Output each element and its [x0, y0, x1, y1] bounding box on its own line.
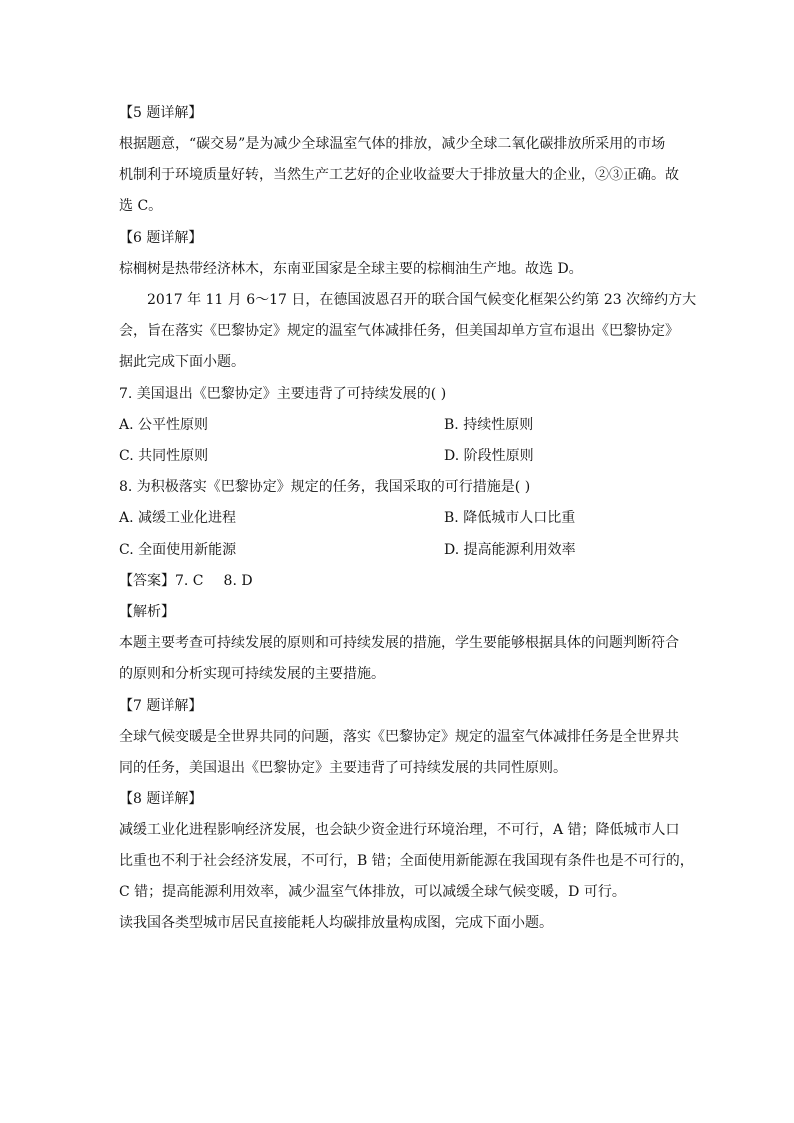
section-6-line-1: 棕榈树是热带经济林木，东南亚国家是全球主要的棕榈油生产地。故选 D。 — [119, 261, 583, 277]
section-7-line-1: 全球气候变暖是全世界共同的问题，落实《巴黎协定》规定的温室气体减排任务是全世界共 — [119, 729, 679, 745]
analysis-line-2: 的原则和分析实现可持续发展的主要措施。 — [119, 666, 385, 682]
question-8-option-a: A. 减缓工业化进程 — [119, 510, 237, 526]
section-7-heading: 【7 题详解】 — [119, 698, 203, 714]
section-5-line-2: 机制利于环境质量好转，当然生产工艺好的企业收益要大于排放量大的企业，②③正确。故 — [119, 167, 679, 183]
section-8-line-3: C 错；提高能源利用效率，减少温室气体排放，可以减缓全球气候变暖，D 可行。 — [119, 884, 626, 900]
answer-8: 8. D — [223, 573, 253, 589]
section-8-line-2: 比重也不利于社会经济发展，不可行，B 错；全面使用新能源在我国现有条件也是不可行的， — [119, 853, 694, 869]
question-8-option-d: D. 提高能源利用效率 — [444, 542, 576, 558]
section-7-line-2: 同的任务，美国退出《巴黎协定》主要违背了可持续发展的共同性原则。 — [119, 760, 567, 776]
question-7-option-d: D. 阶段性原则 — [444, 448, 534, 464]
section-8-line-1: 减缓工业化进程影响经济发展，也会缺少资金进行环境治理，不可行，A 错；降低城市人口 — [119, 822, 680, 838]
answer-7: 7. C — [175, 573, 204, 589]
section-5-line-1: 根据题意，“碳交易”是为减少全球温室气体的排放，减少全球二氧化碳排放所采用的市场 — [119, 136, 666, 152]
passage-line-3: 据此完成下面小题。 — [119, 354, 245, 370]
question-7-option-c: C. 共同性原则 — [119, 448, 209, 464]
answer-line — [119, 571, 253, 591]
section-5-line-3: 选 C。 — [119, 198, 163, 214]
section-8-heading: 【8 题详解】 — [119, 791, 203, 807]
passage-line-1: 2017 年 11 月 6～17 日，在德国波恩召开的联合国气候变化框架公约第 23 次缔约方大 — [147, 292, 697, 308]
next-question-intro: 读我国各类型城市居民直接能耗人均碳排放量构成图，完成下面小题。 — [119, 915, 553, 931]
question-7-option-b: B. 持续性原则 — [444, 417, 534, 433]
analysis-heading: 【解析】 — [119, 604, 175, 620]
passage-line-2: 会，旨在落实《巴黎协定》规定的温室气体减排任务，但美国却单方宣布退出《巴黎协定》 — [119, 323, 679, 339]
question-8-stem: 8. 为积极落实《巴黎协定》规定的任务，我国采取的可行措施是( ) — [119, 479, 531, 495]
question-8-option-c: C. 全面使用新能源 — [119, 542, 237, 558]
question-7-option-a: A. 公平性原则 — [119, 417, 209, 433]
question-8-option-b: B. 降低城市人口比重 — [444, 510, 576, 526]
analysis-line-1: 本题主要考查可持续发展的原则和可持续发展的措施，学生要能够根据具体的问题判断符合 — [119, 635, 679, 651]
question-7-stem: 7. 美国退出《巴黎协定》主要违背了可持续发展的( ) — [119, 386, 447, 402]
section-6-heading: 【6 题详解】 — [119, 230, 203, 246]
section-5-heading: 【5 题详解】 — [119, 105, 203, 121]
answer-label: 【答案】 — [119, 573, 175, 589]
